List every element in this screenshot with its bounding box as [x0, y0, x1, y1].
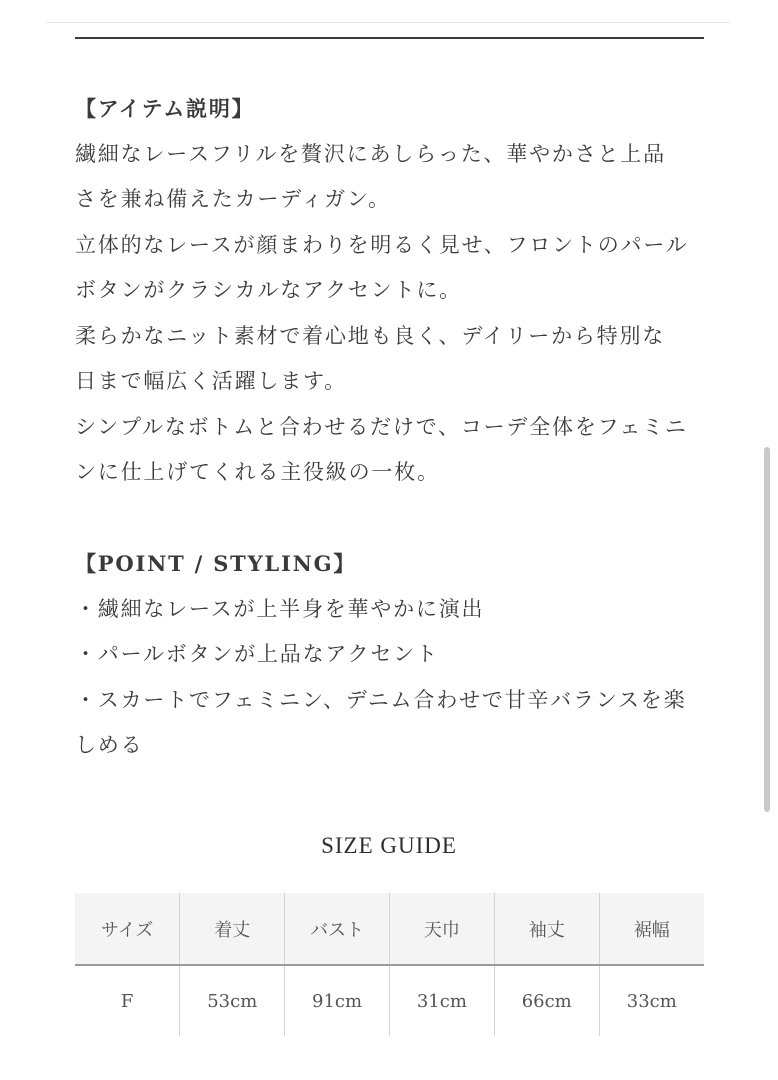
top-hairline — [46, 22, 730, 23]
item-description-line: 柔らかなニット素材で着心地も良く、デイリーから特別な — [75, 323, 666, 348]
item-description-line: 立体的なレースが顔まわりを明るく見せ、フロントのパール — [75, 232, 689, 257]
item-description-line: ボタンがクラシカルなアクセントに。 — [75, 278, 462, 302]
product-description — [75, 86, 715, 769]
size-cell: F — [75, 965, 180, 1036]
size-cell: 31cm — [389, 965, 494, 1036]
size-header-cell: 天巾 — [389, 893, 494, 965]
size-cell: 33cm — [599, 965, 704, 1036]
size-cell: 66cm — [494, 965, 599, 1036]
size-cell: 91cm — [285, 965, 390, 1036]
size-guide-table — [75, 893, 704, 1036]
item-description-heading: 【アイテム説明】 — [75, 96, 255, 121]
section-divider — [75, 37, 704, 39]
point-styling-item: ・スカートでフェミニン、デニム合わせで甘辛バランスを楽 — [75, 687, 687, 712]
point-styling-item: ・繊細なレースが上半身を華やかに演出 — [75, 596, 485, 621]
size-header-cell: 裾幅 — [599, 893, 704, 965]
point-styling-item: しめる — [75, 733, 144, 757]
item-description-line: シンプルなボトムと合わせるだけで、コーデ全体をフェミニ — [75, 414, 688, 439]
item-description-line: 繊細なレースフリルを贅沢にあしらった、華やかさと上品 — [75, 141, 666, 166]
size-header-cell: バスト — [285, 893, 390, 965]
point-styling-heading: 【POINT / STYLING】 — [75, 551, 357, 576]
size-header-cell: サイズ — [75, 893, 180, 965]
point-styling-item: ・パールボタンが上品なアクセント — [75, 642, 439, 666]
table-row — [75, 965, 704, 1036]
item-description-line: ンに仕上げてくれる主役級の一枚。 — [75, 460, 440, 484]
size-header-cell: 着丈 — [180, 893, 285, 965]
vertical-scrollbar[interactable] — [764, 447, 770, 812]
section-spacer — [75, 496, 715, 542]
size-cell: 53cm — [180, 965, 285, 1036]
item-description-line: 日まで幅広く活躍します。 — [75, 369, 347, 393]
item-description-line: さを兼ね備えたカーディガン。 — [75, 187, 391, 211]
size-table-header-row — [75, 893, 704, 965]
size-header-cell: 袖丈 — [494, 893, 599, 965]
size-guide-title: SIZE GUIDE — [321, 833, 457, 858]
